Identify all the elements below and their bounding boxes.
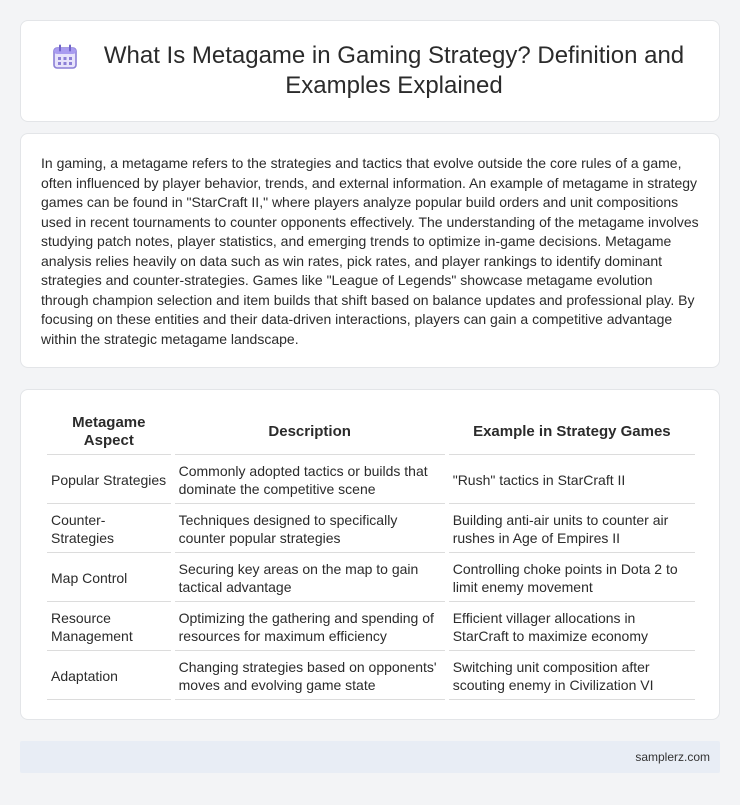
cell-aspect: Resource Management [47, 602, 171, 651]
table-row [47, 651, 695, 700]
cell-aspect: Map Control [47, 553, 171, 602]
header-example: Example in Strategy Games [449, 408, 695, 455]
cell-aspect: Adaptation [47, 651, 171, 700]
table-row [47, 553, 695, 602]
intro-paragraph: In gaming, a metagame refers to the strategies and tactics that evolve outside the core rules of a game, often influenced by player behavior, trends, and external information. An example of metagame in strategy games can be found in "StarCraft II," where players analyze popular build orders and unit compositions used in recent tournaments to counter opponents effectively. The understanding of the metagame involves studying patch notes, player statistics, and emerging trends to optimize in-game decisions. Metagame analysis relies heavily on data such as win rates, pick rates, and player rankings to identify dominant strategies and counter-strategies. Games like "League of Legends" showcase metagame evolution through champion selection and item builds that shift based on balance updates and professional play. By focusing on these entities and their data-driven interactions, players can gain a competitive advantage within the strategic metagame landscape. [41, 155, 699, 347]
cell-aspect: Popular Strategies [47, 455, 171, 504]
cell-example: Controlling choke points in Dota 2 to limit enemy movement [449, 553, 695, 602]
table-row [47, 455, 695, 504]
cell-description: Commonly adopted tactics or builds that dominate the competitive scene [175, 455, 445, 504]
cell-aspect: Counter-Strategies [47, 504, 171, 553]
table-row [47, 602, 695, 651]
table-header-row [47, 408, 695, 455]
metagame-table [43, 408, 699, 700]
cell-description: Optimizing the gathering and spending of resources for maximum efficiency [175, 602, 445, 651]
cell-example: Efficient villager allocations in StarCraft to maximize economy [449, 602, 695, 651]
calendar-grid-icon [51, 43, 79, 71]
header-aspect: Metagame Aspect [47, 408, 171, 455]
title-card [20, 20, 720, 122]
cell-description: Changing strategies based on opponents' moves and evolving game state [175, 651, 445, 700]
footer [20, 741, 720, 773]
title-row [21, 21, 719, 121]
cell-description: Techniques designed to specifically counter popular strategies [175, 504, 445, 553]
intro-card [20, 133, 720, 368]
cell-example: Switching unit composition after scouting enemy in Civilization VI [449, 651, 695, 700]
cell-example: Building anti-air units to counter air rushes in Age of Empires II [449, 504, 695, 553]
cell-description: Securing key areas on the map to gain tactical advantage [175, 553, 445, 602]
page-title: What Is Metagame in Gaming Strategy? Definition and Examples Explained [103, 42, 685, 99]
table-card [20, 389, 720, 720]
footer-site-link[interactable]: samplerz.com [635, 750, 710, 764]
cell-example: "Rush" tactics in StarCraft II [449, 455, 695, 504]
table-row [47, 504, 695, 553]
header-description: Description [175, 408, 445, 455]
